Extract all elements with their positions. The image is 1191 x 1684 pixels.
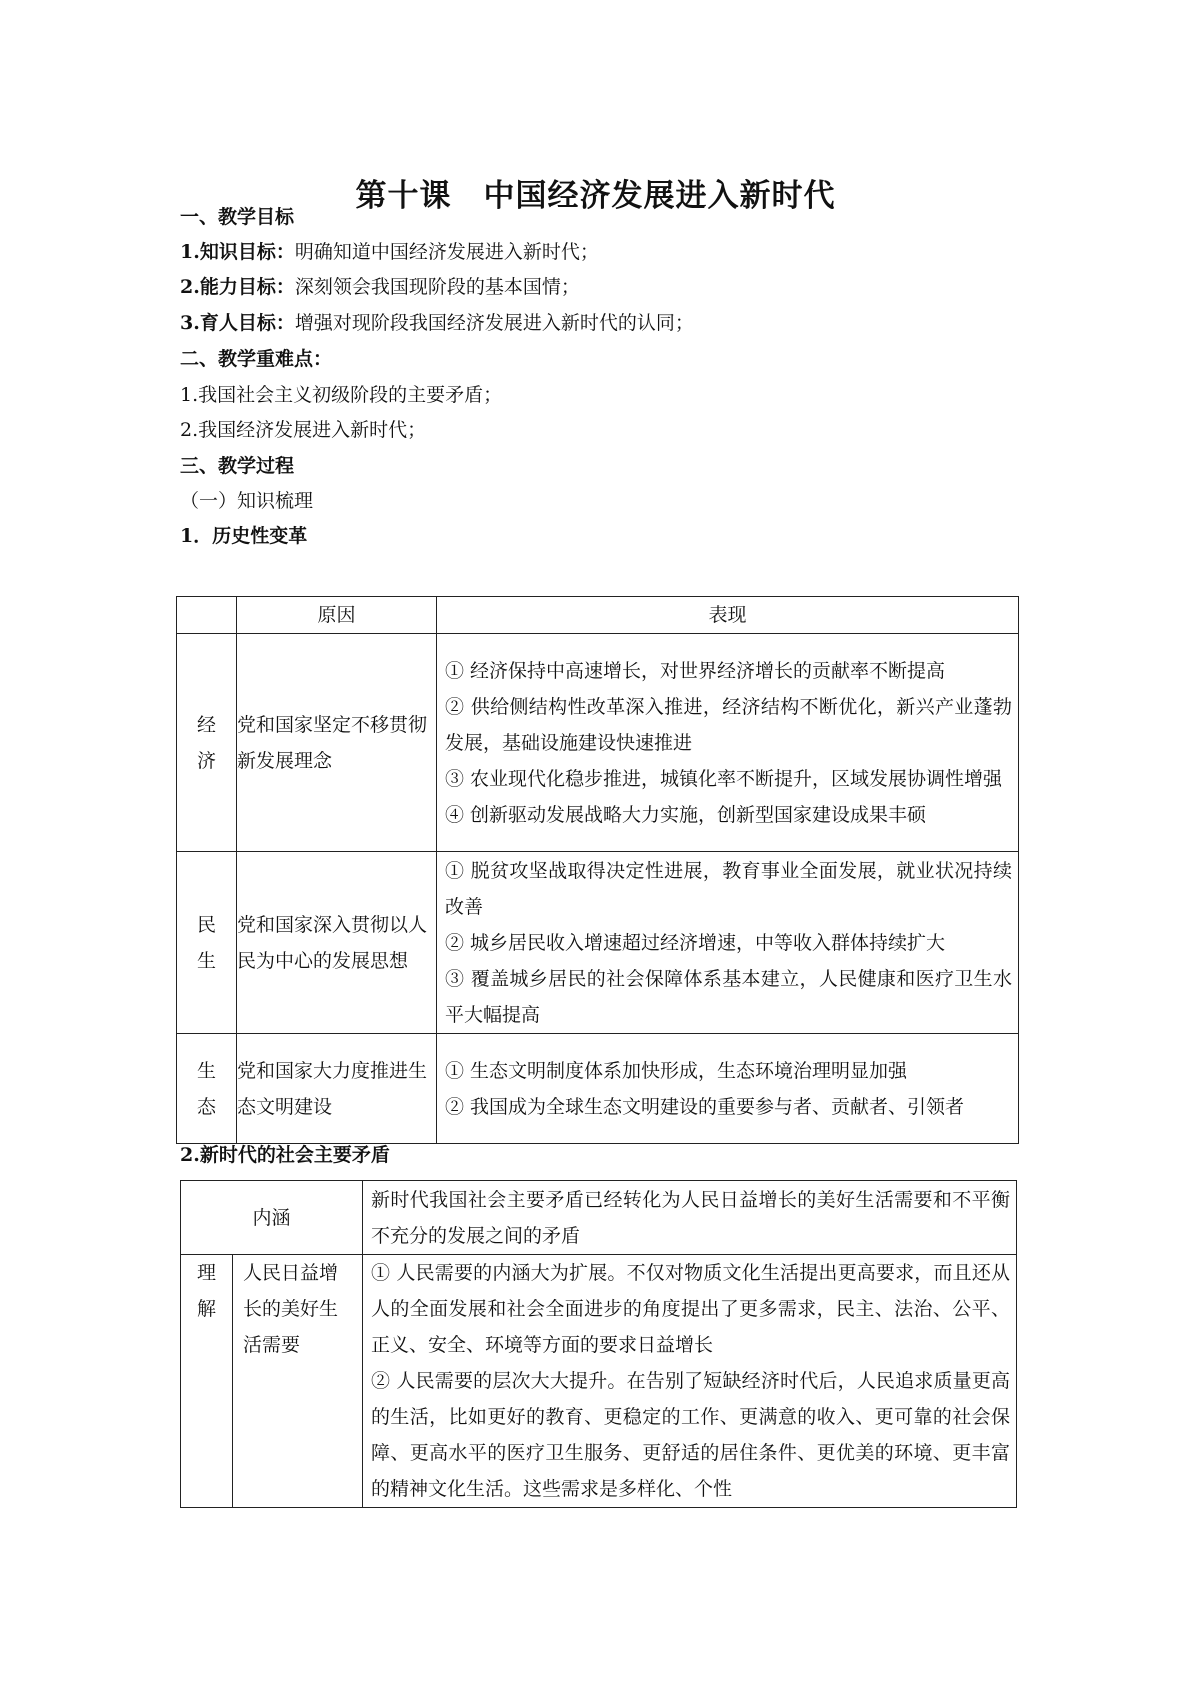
item-historic-change: 1．历史性变革 — [180, 525, 308, 547]
table-header-reason: 原因 — [237, 597, 437, 634]
goal-knowledge-text: 明确知道中国经济发展进入新时代； — [294, 241, 599, 263]
reason-cell: 党和国家坚定不移贯彻新发展理念 — [237, 634, 437, 852]
table-row-livelihood — [177, 852, 1019, 1034]
reason-cell: 党和国家大力度推进生态文明建设 — [237, 1034, 437, 1144]
goal-education-label: 3.育人目标： — [180, 312, 295, 334]
goal-ability-label: 2.能力目标： — [180, 276, 295, 298]
performance-cell — [437, 634, 1019, 852]
section-heading-process: 三、教学过程 — [180, 455, 295, 477]
performance-cell — [437, 1034, 1019, 1144]
table-row-economy — [177, 634, 1019, 852]
performance-point: ② 供给侧结构性改革深入推进，经济结构不断优化，新兴产业蓬勃发展，基础设施建设快速推进 — [445, 695, 1012, 754]
performance-point: ① 生态文明制度体系加快形成，生态环境治理明显加强 — [445, 1059, 908, 1082]
section-heading-keypoints: 二、教学重难点： — [180, 348, 333, 370]
table-header-blank — [177, 597, 237, 634]
goal-ability — [180, 274, 580, 300]
historic-change-table — [176, 596, 1019, 1144]
connotation-cell — [363, 1181, 1017, 1255]
keypoint-2: 2.我国经济发展进入新时代； — [180, 419, 427, 441]
category-char: 经 — [196, 713, 216, 736]
category-cell — [177, 1034, 237, 1144]
understanding-row — [181, 1255, 1017, 1508]
main-contradiction-table — [180, 1180, 1017, 1508]
reason-cell: 党和国家深入贯彻以人民为中心的发展思想 — [237, 852, 437, 1034]
category-cell — [177, 852, 237, 1034]
connotation-label: 内涵 — [181, 1181, 363, 1255]
need-point: ② 人民需要的层次大大提升。在告别了短缺经济时代后，人民追求质量更高的生活，比如更好的教育、更稳定的工作、更满意的收入、更可靠的社会保障、更高水平的医疗卫生服务、更舒适的居住条件、更优美的环境、更丰富的精神文化生活。这些需求是多样化、个性 — [371, 1370, 1011, 1500]
need-points-cell — [363, 1255, 1017, 1508]
goal-education-text: 增强对现阶段我国经济发展进入新时代的认同； — [294, 312, 694, 334]
understanding-cell — [181, 1255, 233, 1508]
goal-knowledge — [180, 239, 599, 265]
performance-point: ② 我国成为全球生态文明建设的重要参与者、贡献者、引领者 — [445, 1095, 965, 1118]
understanding-char: 解 — [196, 1298, 216, 1320]
connotation-text: 新时代我国社会主要矛盾已经转化为人民日益增长的美好生活需要和不平衡不充分的发展之间的矛盾 — [371, 1188, 1011, 1247]
goal-knowledge-label: 1.知识目标： — [180, 241, 295, 263]
page-title: 第十课 中国经济发展进入新时代 — [355, 178, 836, 214]
performance-point: ① 经济保持中高速增长，对世界经济增长的贡献率不断提高 — [445, 659, 946, 682]
section-heading-goals: 一、教学目标 — [180, 206, 295, 228]
need-label-cell: 人民日益增长的美好生活需要 — [233, 1255, 363, 1508]
category-cell — [177, 634, 237, 852]
performance-point: ② 城乡居民收入增速超过经济增速，中等收入群体持续扩大 — [445, 931, 946, 954]
table-header-row — [177, 597, 1019, 634]
category-char: 生 — [196, 1059, 216, 1082]
keypoint-1: 1.我国社会主义初级阶段的主要矛盾； — [180, 384, 503, 406]
table-header-performance: 表现 — [437, 597, 1019, 634]
understanding-char: 理 — [196, 1262, 216, 1284]
goal-ability-text: 深刻领会我国现阶段的基本国情； — [294, 276, 580, 298]
category-char: 济 — [196, 749, 216, 772]
category-char: 民 — [196, 913, 216, 936]
goal-education — [180, 310, 694, 336]
performance-point: ④ 创新驱动发展战略大力实施，创新型国家建设成果丰硕 — [445, 803, 927, 826]
category-char: 生 — [196, 949, 216, 972]
performance-point: ③ 覆盖城乡居民的社会保障体系基本建立，人民健康和医疗卫生水平大幅提高 — [445, 967, 1012, 1026]
performance-point: ③ 农业现代化稳步推进，城镇化率不断提升，区域发展协调性增强 — [445, 767, 1003, 790]
item-main-contradiction: 2.新时代的社会主要矛盾 — [180, 1144, 390, 1166]
connotation-row — [181, 1181, 1017, 1255]
subsection-knowledge: （一）知识梳理 — [180, 490, 314, 512]
performance-point: ① 脱贫攻坚战取得决定性进展，教育事业全面发展，就业状况持续改善 — [445, 859, 1012, 918]
performance-cell — [437, 852, 1019, 1034]
need-point: ① 人民需要的内涵大为扩展。不仅对物质文化生活提出更高要求，而且还从人的全面发展和社会全面进步的角度提出了更多需求，民主、法治、公平、正义、安全、环境等方面的要求日益增长 — [371, 1262, 1011, 1356]
category-char: 态 — [196, 1095, 216, 1118]
table-row-ecology — [177, 1034, 1019, 1144]
